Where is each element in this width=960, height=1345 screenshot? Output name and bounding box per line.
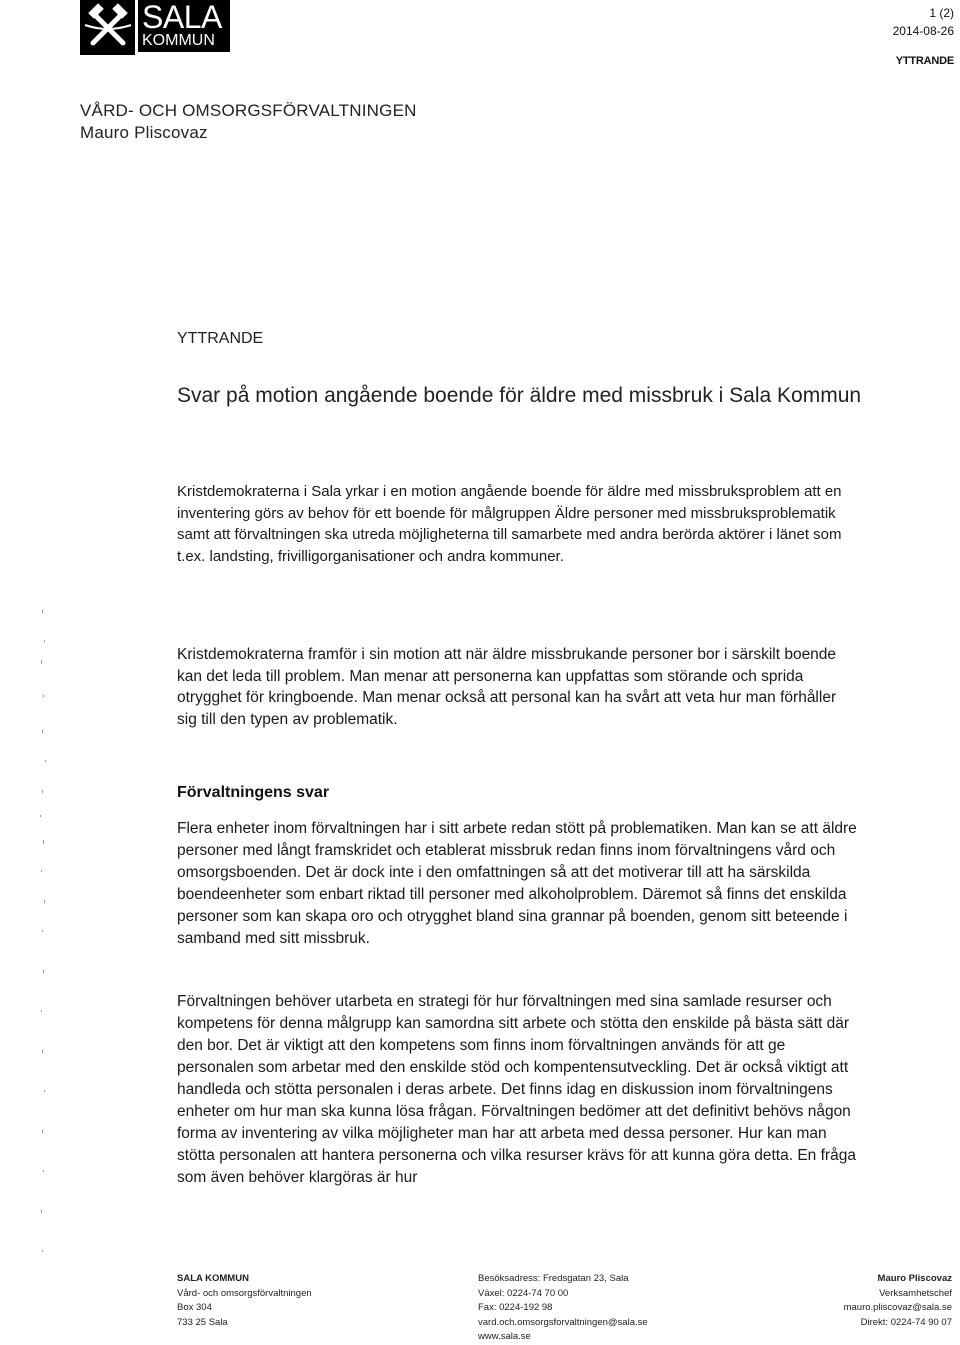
document-label: YTTRANDE [895,55,954,67]
document-date: 2014-08-26 [892,24,954,38]
crossed-hammers-icon [80,0,135,55]
scan-speckle [30,600,50,1280]
sala-kommun-logo [80,0,330,60]
footer-signatory-role: Verksamhetschef [879,1287,952,1299]
logo-wordmark [138,0,230,52]
footer-email: vard.och.omsorgsforvaltningen@sala.se [478,1316,648,1328]
footer-signatory [844,1272,952,1330]
section-heading: Förvaltningens svar [177,784,330,801]
document-meta [893,4,954,70]
sender-block [80,100,417,144]
sender-department: VÅRD- OCH OMSORGSFÖRVALTNINGEN [80,101,417,120]
paragraph-response-1: Flera enheter inom förvaltningen har i sitt arbete redan stött på problematiken. Man kan se att äldre personer med långt framskridet och etablerat missbruk redan finns inom förvaltningens vård och omsorgsboenden. Det är dock inte i den omfattningen så att det motiverar till att ha särskilda boendeenheter som enbart riktad till personer med alkoholproblem. Däremot så finns det enskilda personer som kan skapa oro och otrygghet bland sina grannar på boenden, genom sitt beteende i samband med sitt missbruk. [177,820,857,947]
footer-signatory-direct: Direkt: 0224-74 90 07 [860,1316,952,1328]
footer-signatory-name: Mauro Pliscovaz [877,1273,952,1284]
document-type: YTTRANDE [177,330,264,347]
footer-website: www.sala.se [478,1331,531,1342]
paragraph-motion-argument: Kristdemokraterna framför i sin motion att när äldre missbrukande personer bor i särskilt boende kan det leda till problem. Man menar att personerna kan uppfattas som störande och sprida otrygghet för kringboende. Man menar också att personal kan ha svårt att veta hur man förhåller sig till den typen av problematik. [177,646,837,728]
footer-signatory-email: mauro.pliscovaz@sala.se [843,1302,952,1313]
sender-person: Mauro Pliscovaz [80,123,208,142]
document-title: Svar på motion angående boende för äldre med missbruk i Sala Kommun [177,384,862,407]
footer-dept: Vård- och omsorgsförvaltningen [177,1287,312,1299]
footer-organisation [177,1272,312,1330]
footer-org-name: SALA KOMMUN [177,1273,249,1284]
page-number: 1 (2) [929,6,954,20]
footer-box: Box 304 [177,1302,212,1313]
paragraph-response-2: Förvaltningen behöver utarbeta en strategi för hur förvaltningen med sina samlade resurser och kompetens för denna målgrupp kan samordna sitt arbete och stötta den enskilde på bästa sätt där den bor. Det är viktigt att den kompetens som finns inom förvaltningen används för att ge personalen som arbetar med den enskilde stöd och kompentensutveckling. Det är också viktigt att handleda och stötta personalen i deras arbete. Det finns idag en diskussion inom förvaltningens enheter om hur man ska kunna lösa frågan. Förvaltningen bedömer att det definitivt behövs någon forma av inventering av vilka möjligheter man har att arbeta med dessa personer. Hur kan man stötta personalen att hantera personerna och vilka resurser krävs för att kunna göra detta. En fråga som även behöver klargöras är hur [177,993,856,1186]
footer-visit-address: Besöksadress: Fredsgatan 23, Sala [478,1273,629,1284]
footer-fax: Fax: 0224-192 98 [478,1302,553,1313]
paragraph-motion-summary: Kristdemokraterna i Sala yrkar i en motion angående boende för äldre med missbruksproblem att en inventering görs av behov för ett boende för målgruppen Äldre personer med missbruksproblematik samt att förvaltningen ska utreda möjligheterna till samarbete med andra berörda aktörer i länet som t.ex. landsting, frivilligorganisationer och andra kommuner. [177,483,842,565]
logo-brand: SALA [142,0,222,35]
footer-phone: Växel: 0224-74 70 00 [478,1287,569,1299]
footer-postal: 733 25 Sala [177,1316,228,1328]
logo-sub: KOMMUN [142,32,215,49]
footer-contact [478,1272,648,1345]
